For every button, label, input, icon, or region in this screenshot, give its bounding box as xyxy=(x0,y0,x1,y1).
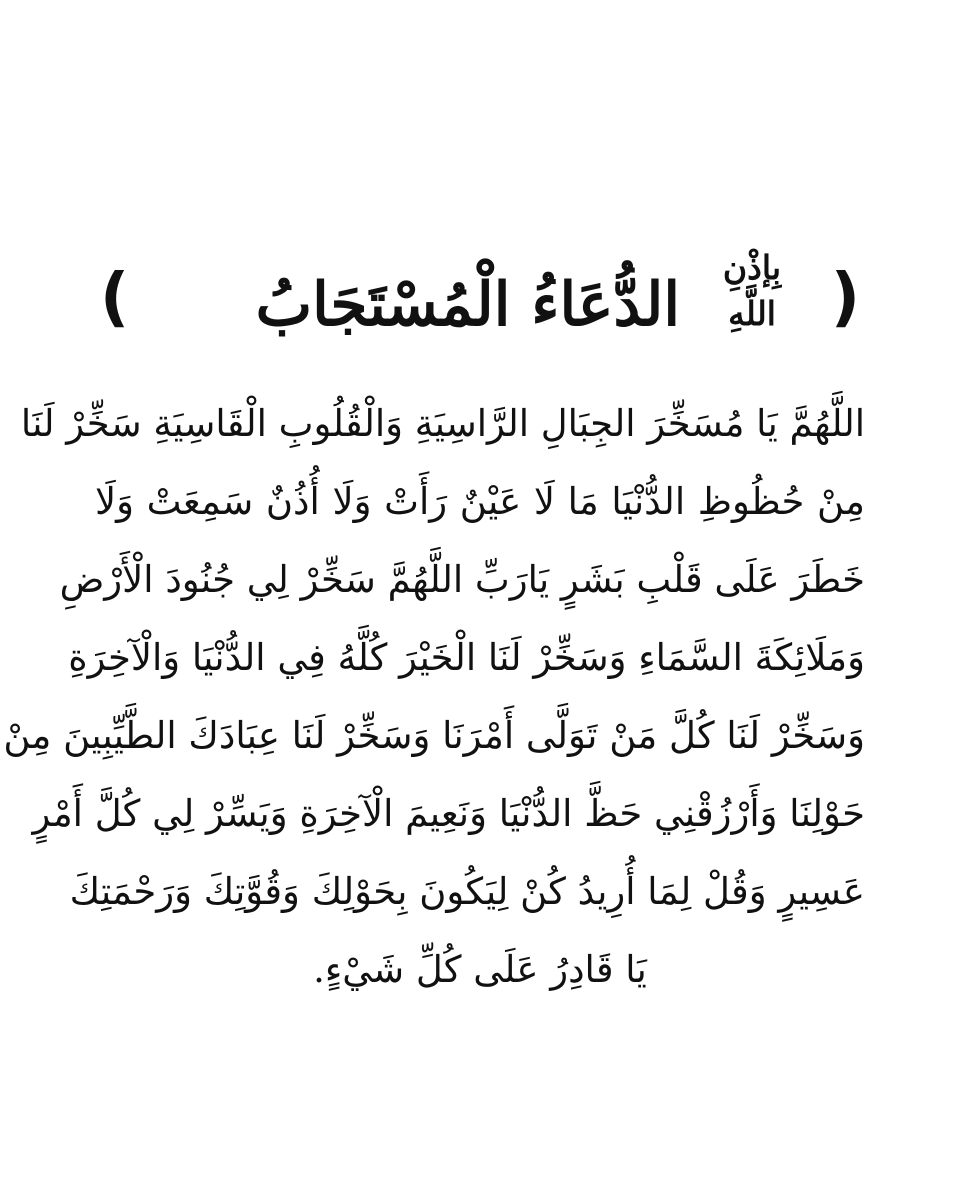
title-subtitle xyxy=(702,245,802,337)
title-subtitle-line2: اللَّهِ xyxy=(728,294,776,333)
prayer-text xyxy=(3,385,865,1009)
prayer-line-6: حَوْلِنَا وَأَرْزُقْنِي حَظَّ الدُّنْيَا وَنَعِيمَ الْآخِرَةِ وَيَسِّرْ لِي كُلَّ أَمْرٍ xyxy=(32,792,865,835)
title-main: الدُّعَاءُ الْمُسْتَجَابُ xyxy=(255,270,680,340)
title xyxy=(100,245,860,365)
title-subtitle-line1: بِإذْنِ xyxy=(722,248,782,287)
prayer-line-4: وَمَلَائِكَةَ السَّمَاءِ وَسَخِّرْ لَنَا الْخَيْرَ كُلَّهُ فِي الدُّنْيَا وَالْآخِرَةِ xyxy=(68,636,865,679)
title-close-paren: ) xyxy=(100,261,130,335)
prayer-line-5: وَسَخِّرْ لَنَا كُلَّ مَنْ تَوَلَّى أَمْرَنَا وَسَخِّرْ لَنَا عِبَادَكَ الطَّيِّبِينَ مِنْ xyxy=(3,714,865,757)
title-open-paren: ( xyxy=(830,261,860,335)
prayer-line-7: عَسِيرٍ وَقُلْ لِمَا أُرِيدُ كُنْ لِيَكُونَ بِحَوْلِكَ وَقُوَّتِكَ وَرَحْمَتِكَ xyxy=(69,870,865,913)
prayer-line-2: مِنْ حُظُوظِ الدُّنْيَا مَا لَا عَيْنٌ رَأَتْ وَلَا أُذُنٌ سَمِعَتْ وَلَا xyxy=(95,480,865,523)
prayer-line-3: خَطَرَ عَلَى قَلْبِ بَشَرٍ يَارَبِّ اللَّهُمَّ سَخِّرْ لِي جُنُودَ الْأَرْضِ xyxy=(59,558,865,601)
prayer-line-1: اللَّهُمَّ يَا مُسَخِّرَ الجِبَالِ الرَّاسِيَةِ وَالْقُلُوبِ الْقَاسِيَةِ سَخِّرْ لَنَا xyxy=(20,402,865,445)
prayer-line-8: يَا قَادِرُ عَلَى كُلِّ شَيْءٍ. xyxy=(313,948,647,991)
